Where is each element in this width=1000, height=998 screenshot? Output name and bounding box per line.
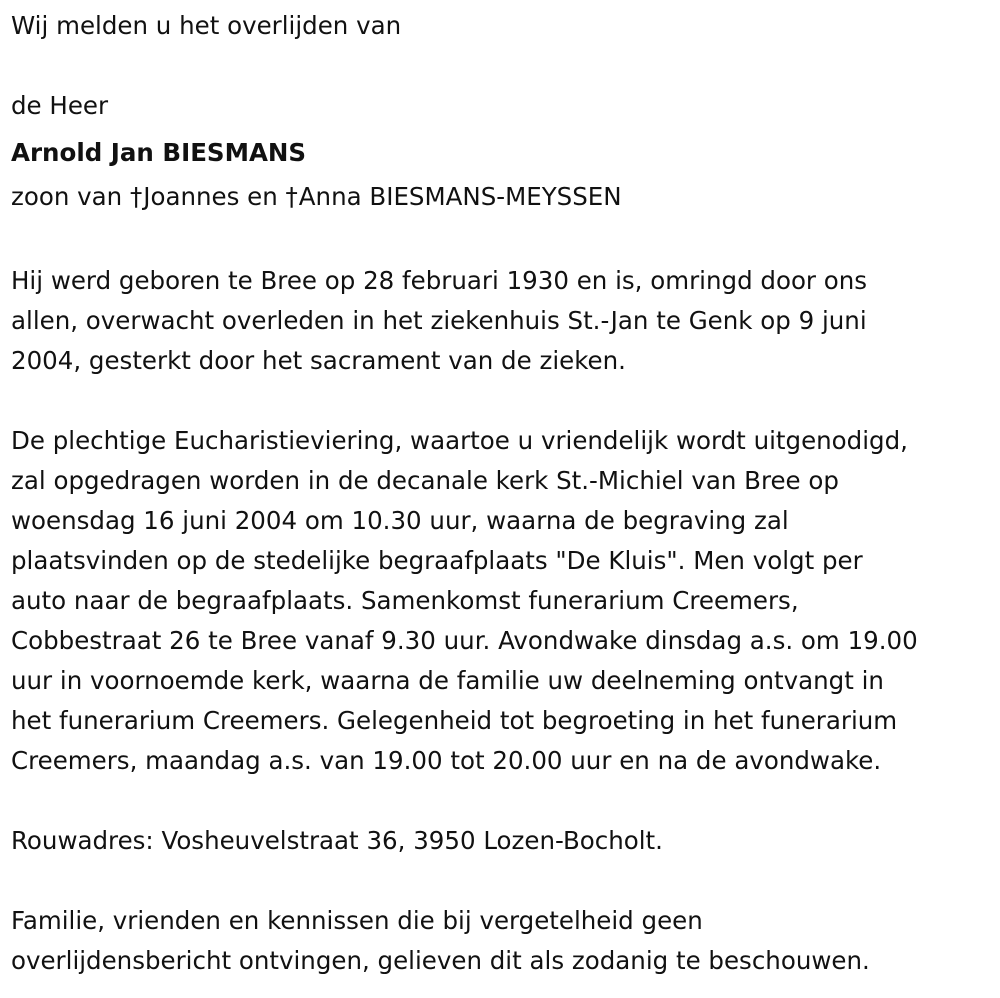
cross-icon: † bbox=[129, 182, 143, 211]
deceased-name: Arnold Jan BIESMANS bbox=[11, 138, 307, 167]
notice-line: overlijdensbericht ontvingen, gelieven dit als zodanig te beschouwen. bbox=[11, 946, 870, 975]
birth-paragraph bbox=[11, 261, 996, 381]
parents-prefix: zoon van bbox=[11, 182, 130, 211]
birth-line: Hij werd geboren te Bree op 28 februari 1930 en is, omringd door ons bbox=[11, 266, 868, 295]
ceremony-line: het funerarium Creemers. Gelegenheid tot begroeting in het funerarium bbox=[11, 706, 898, 735]
father-name: Joannes bbox=[143, 182, 240, 211]
title-prefix: de Heer bbox=[11, 91, 109, 120]
ceremony-line: Cobbestraat 26 te Bree vanaf 9.30 uur. Avondwake dinsdag a.s. om 19.00 bbox=[11, 626, 918, 655]
ceremony-line: auto naar de begraafplaats. Samenkomst funerarium Creemers, bbox=[11, 586, 799, 615]
birth-line: 2004, gesterkt door het sacrament van de zieken. bbox=[11, 346, 626, 375]
notice-line: Familie, vrienden en kennissen die bij vergetelheid geen bbox=[11, 906, 703, 935]
ceremony-line: plaatsvinden op de stedelijke begraafplaats "De Kluis". Men volgt per bbox=[11, 546, 863, 575]
death-notice bbox=[11, 6, 996, 981]
ceremony-line: De plechtige Eucharistieviering, waartoe u vriendelijk wordt uitgenodigd, bbox=[11, 426, 908, 455]
intro-text: Wij melden u het overlijden van bbox=[11, 11, 402, 40]
ceremony-paragraph bbox=[11, 421, 996, 781]
parents-line bbox=[11, 173, 996, 221]
parents-conjunction: en bbox=[239, 182, 286, 211]
ceremony-line: zal opgedragen worden in de decanale kerk St.-Michiel van Bree op bbox=[11, 466, 839, 495]
ceremony-line: Creemers, maandag a.s. van 19.00 tot 20.00 uur en na de avondwake. bbox=[11, 746, 882, 775]
birth-line: allen, overwacht overleden in het ziekenhuis St.-Jan te Genk op 9 juni bbox=[11, 306, 867, 335]
ceremony-line: woensdag 16 juni 2004 om 10.30 uur, waarna de begraving zal bbox=[11, 506, 789, 535]
mourning-address: Rouwadres: Vosheuvelstraat 36, 3950 Lozen-Bocholt. bbox=[11, 826, 663, 855]
ceremony-line: uur in voornoemde kerk, waarna de familie uw deelneming ontvangt in bbox=[11, 666, 884, 695]
mother-name: Anna BIESMANS-MEYSSEN bbox=[298, 182, 622, 211]
notice-paragraph bbox=[11, 901, 996, 981]
cross-icon: † bbox=[285, 182, 298, 211]
